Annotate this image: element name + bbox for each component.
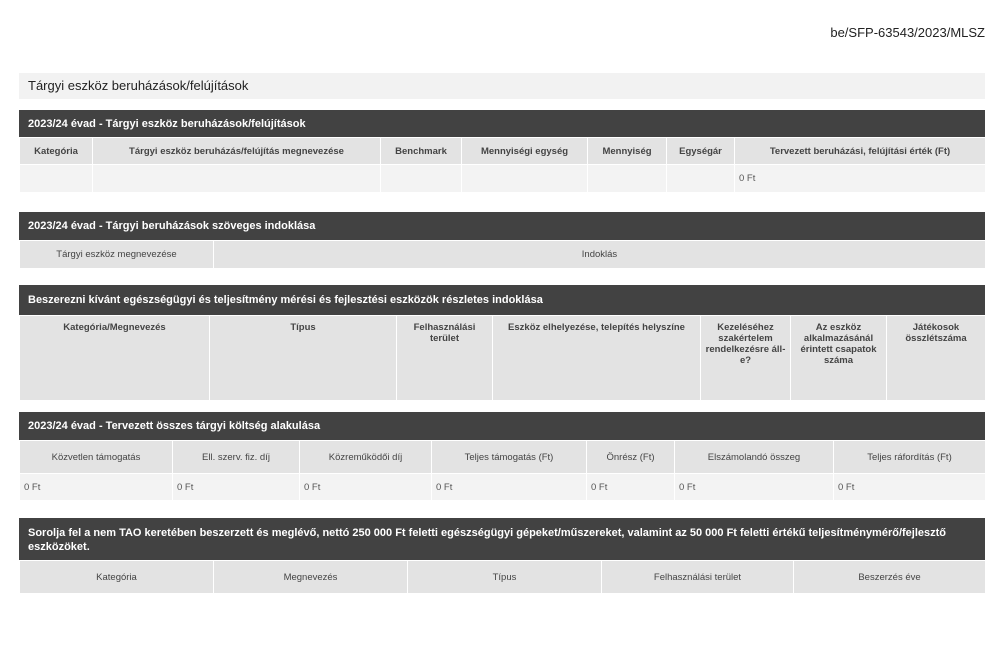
- section-investments: [19, 110, 985, 193]
- table-cell: 0 Ft: [834, 474, 986, 501]
- section-justification: [19, 212, 985, 269]
- column-header: Kategória/Megnevezés: [20, 316, 210, 401]
- table-cell: 0 Ft: [20, 474, 173, 501]
- table-header-row: [20, 241, 986, 269]
- section-header: 2023/24 évad - Tárgyi eszköz beruházások/felújítások: [19, 110, 985, 137]
- table-header-row: [20, 138, 986, 165]
- column-header: Típus: [210, 316, 397, 401]
- table-row: [20, 474, 986, 501]
- column-header: Tárgyi eszköz megnevezése: [20, 241, 214, 269]
- section-header: Sorolja fel a nem TAO keretében beszerzett és meglévő, nettó 250 000 Ft feletti egészségügyi gépeket/műszereket, valamint az 50 000 Ft feletti értékű teljesítménymérő/fejlesztő eszközöket.: [19, 518, 985, 560]
- column-header: Benchmark: [381, 138, 462, 165]
- table-cell[interactable]: [462, 165, 588, 193]
- table-cell[interactable]: [588, 165, 667, 193]
- section-header: 2023/24 évad - Tárgyi beruházások szöveges indoklása: [19, 212, 985, 240]
- section-header: Beszerezni kívánt egészségügyi és teljesítmény mérési és fejlesztési eszközök részletes indoklása: [19, 285, 985, 315]
- investments-table: [19, 137, 986, 193]
- column-header: Közvetlen támogatás: [20, 441, 173, 474]
- table-cell[interactable]: [381, 165, 462, 193]
- health-equipment-table: [19, 315, 986, 401]
- column-header: Eszköz elhelyezése, telepítés helyszíne: [493, 316, 701, 401]
- table-cell: 0 Ft: [735, 165, 986, 193]
- existing-equipment-table: [19, 560, 986, 594]
- column-header: Megnevezés: [214, 561, 408, 594]
- column-header: Mennyiségi egység: [462, 138, 588, 165]
- column-header: Teljes ráfordítás (Ft): [834, 441, 986, 474]
- cost-summary-table: [19, 440, 986, 501]
- column-header: Típus: [408, 561, 602, 594]
- table-cell[interactable]: [93, 165, 381, 193]
- column-header: Mennyiség: [588, 138, 667, 165]
- column-header: Kategória: [20, 138, 93, 165]
- column-header: Közreműködői díj: [300, 441, 432, 474]
- table-header-row: [20, 561, 986, 594]
- column-header: Beszerzés éve: [794, 561, 986, 594]
- column-header: Kezeléséhez szakértelem rendelkezésre áll-e?: [701, 316, 791, 401]
- section-health-equipment: [19, 285, 985, 401]
- column-header: Ell. szerv. fiz. díj: [173, 441, 300, 474]
- table-cell: 0 Ft: [587, 474, 675, 501]
- table-cell: 0 Ft: [173, 474, 300, 501]
- table-cell[interactable]: [20, 165, 93, 193]
- table-row: [20, 165, 986, 193]
- section-header: 2023/24 évad - Tervezett összes tárgyi költség alakulása: [19, 412, 985, 440]
- table-header-row: [20, 441, 986, 474]
- column-header: Kategória: [20, 561, 214, 594]
- column-header: Tervezett beruházási, felújítási érték (Ft): [735, 138, 986, 165]
- reference-number: be/SFP-63543/2023/MLSZ: [830, 25, 985, 40]
- column-header: Teljes támogatás (Ft): [432, 441, 587, 474]
- column-header: Felhasználási terület: [602, 561, 794, 594]
- column-header: Tárgyi eszköz beruházás/felújítás megnevezése: [93, 138, 381, 165]
- section-existing-equipment: [19, 518, 985, 594]
- column-header: Önrész (Ft): [587, 441, 675, 474]
- table-cell: 0 Ft: [300, 474, 432, 501]
- justification-table: [19, 240, 986, 269]
- section-cost-summary: [19, 412, 985, 501]
- column-header: Az eszköz alkalmazásánál érintett csapatok száma: [791, 316, 887, 401]
- table-cell[interactable]: [667, 165, 735, 193]
- column-header: Egységár: [667, 138, 735, 165]
- column-header: Felhasználási terület: [397, 316, 493, 401]
- column-header: Játékosok összlétszáma: [887, 316, 986, 401]
- table-cell: 0 Ft: [675, 474, 834, 501]
- column-header: Indoklás: [214, 241, 986, 269]
- page-title: Tárgyi eszköz beruházások/felújítások: [19, 73, 985, 99]
- column-header: Elszámolandó összeg: [675, 441, 834, 474]
- table-cell: 0 Ft: [432, 474, 587, 501]
- table-header-row: [20, 316, 986, 401]
